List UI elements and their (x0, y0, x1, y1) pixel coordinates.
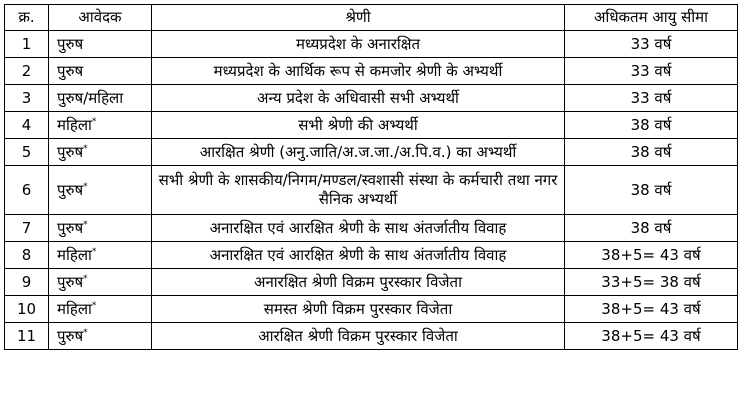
max-age-cell: 33 वर्ष (565, 31, 738, 58)
max-age-cell: 38+5= 43 वर्ष (565, 296, 738, 323)
serial-number: 6 (5, 166, 49, 215)
table-row (5, 139, 738, 166)
applicant-label: महिला (57, 245, 92, 264)
max-age-cell: 38 वर्ष (565, 112, 738, 139)
category-cell: अनारक्षित श्रेणी विक्रम पुरस्कार विजेता (152, 269, 565, 296)
applicant-label: पुरुष (57, 218, 84, 237)
footnote-mark: * (83, 273, 88, 284)
max-age-cell: 38+5= 43 वर्ष (565, 323, 738, 350)
serial-number: 1 (5, 31, 49, 58)
max-age-cell: 33 वर्ष (565, 58, 738, 85)
applicant-label: महिला (57, 115, 92, 134)
serial-number: 8 (5, 242, 49, 269)
header-applicant: आवेदक (49, 5, 152, 31)
category-cell: सभी श्रेणी के शासकीय/निगम/मण्डल/स्वशासी संस्था के कर्मचारी तथा नगर सैनिक अभ्यर्थी (152, 166, 565, 215)
footnote-mark: * (83, 181, 88, 192)
applicant-cell (49, 139, 152, 166)
applicant-label: पुरुष (57, 180, 84, 199)
table-row (5, 31, 738, 58)
serial-number: 3 (5, 85, 49, 112)
footnote-mark: * (83, 327, 88, 338)
header-max-age: अधिकतम आयु सीमा (565, 5, 738, 31)
header-category: श्रेणी (152, 5, 565, 31)
applicant-label: पुरुष (57, 272, 84, 291)
footnote-mark: * (83, 219, 88, 230)
applicant-label: पुरुष (57, 61, 84, 80)
max-age-cell: 38 वर्ष (565, 215, 738, 242)
max-age-cell: 38 वर्ष (565, 166, 738, 215)
serial-number: 10 (5, 296, 49, 323)
applicant-cell (49, 112, 152, 139)
applicant-label: पुरुष (57, 142, 84, 161)
category-cell: मध्यप्रदेश के अनारक्षित (152, 31, 565, 58)
header-serial: क्र. (5, 5, 49, 31)
category-cell: समस्त श्रेणी विक्रम पुरस्कार विजेता (152, 296, 565, 323)
max-age-cell: 38+5= 43 वर्ष (565, 242, 738, 269)
max-age-cell: 33 वर्ष (565, 85, 738, 112)
category-cell: अनारक्षित एवं आरक्षित श्रेणी के साथ अंतर्जातीय विवाह (152, 242, 565, 269)
age-limit-table (4, 4, 738, 350)
applicant-label: पुरुष (57, 326, 84, 345)
table-row (5, 85, 738, 112)
table-row (5, 112, 738, 139)
category-cell: आरक्षित श्रेणी (अनु.जाति/अ.ज.जा./अ.पि.व.) का अभ्यर्थी (152, 139, 565, 166)
applicant-cell (49, 58, 152, 85)
applicant-cell (49, 215, 152, 242)
category-cell: अन्य प्रदेश के अधिवासी सभी अभ्यर्थी (152, 85, 565, 112)
category-cell: सभी श्रेणी की अभ्यर्थी (152, 112, 565, 139)
applicant-cell (49, 242, 152, 269)
applicant-label: महिला (57, 299, 92, 318)
table-row (5, 269, 738, 296)
applicant-cell (49, 31, 152, 58)
serial-number: 7 (5, 215, 49, 242)
max-age-cell: 38 वर्ष (565, 139, 738, 166)
table-row (5, 215, 738, 242)
applicant-cell (49, 85, 152, 112)
table-row (5, 58, 738, 85)
serial-number: 4 (5, 112, 49, 139)
serial-number: 11 (5, 323, 49, 350)
applicant-label: पुरुष (57, 34, 84, 53)
table-body (5, 31, 738, 350)
category-cell: आरक्षित श्रेणी विक्रम पुरस्कार विजेता (152, 323, 565, 350)
table-row (5, 296, 738, 323)
applicant-cell (49, 269, 152, 296)
serial-number: 9 (5, 269, 49, 296)
table-row (5, 242, 738, 269)
footnote-mark: * (83, 143, 88, 154)
category-cell: अनारक्षित एवं आरक्षित श्रेणी के साथ अंतर्जातीय विवाह (152, 215, 565, 242)
serial-number: 5 (5, 139, 49, 166)
footnote-mark: * (91, 116, 97, 127)
footnote-mark: * (91, 300, 97, 311)
table-header-row (5, 5, 738, 31)
serial-number: 2 (5, 58, 49, 85)
footnote-mark: * (91, 246, 97, 257)
applicant-cell (49, 296, 152, 323)
applicant-cell (49, 166, 152, 215)
table-row (5, 323, 738, 350)
max-age-cell: 33+5= 38 वर्ष (565, 269, 738, 296)
category-cell: मध्यप्रदेश के आर्थिक रूप से कमजोर श्रेणी के अभ्यर्थी (152, 58, 565, 85)
applicant-label: पुरुष/महिला (57, 88, 124, 107)
applicant-cell (49, 323, 152, 350)
table-row (5, 166, 738, 215)
